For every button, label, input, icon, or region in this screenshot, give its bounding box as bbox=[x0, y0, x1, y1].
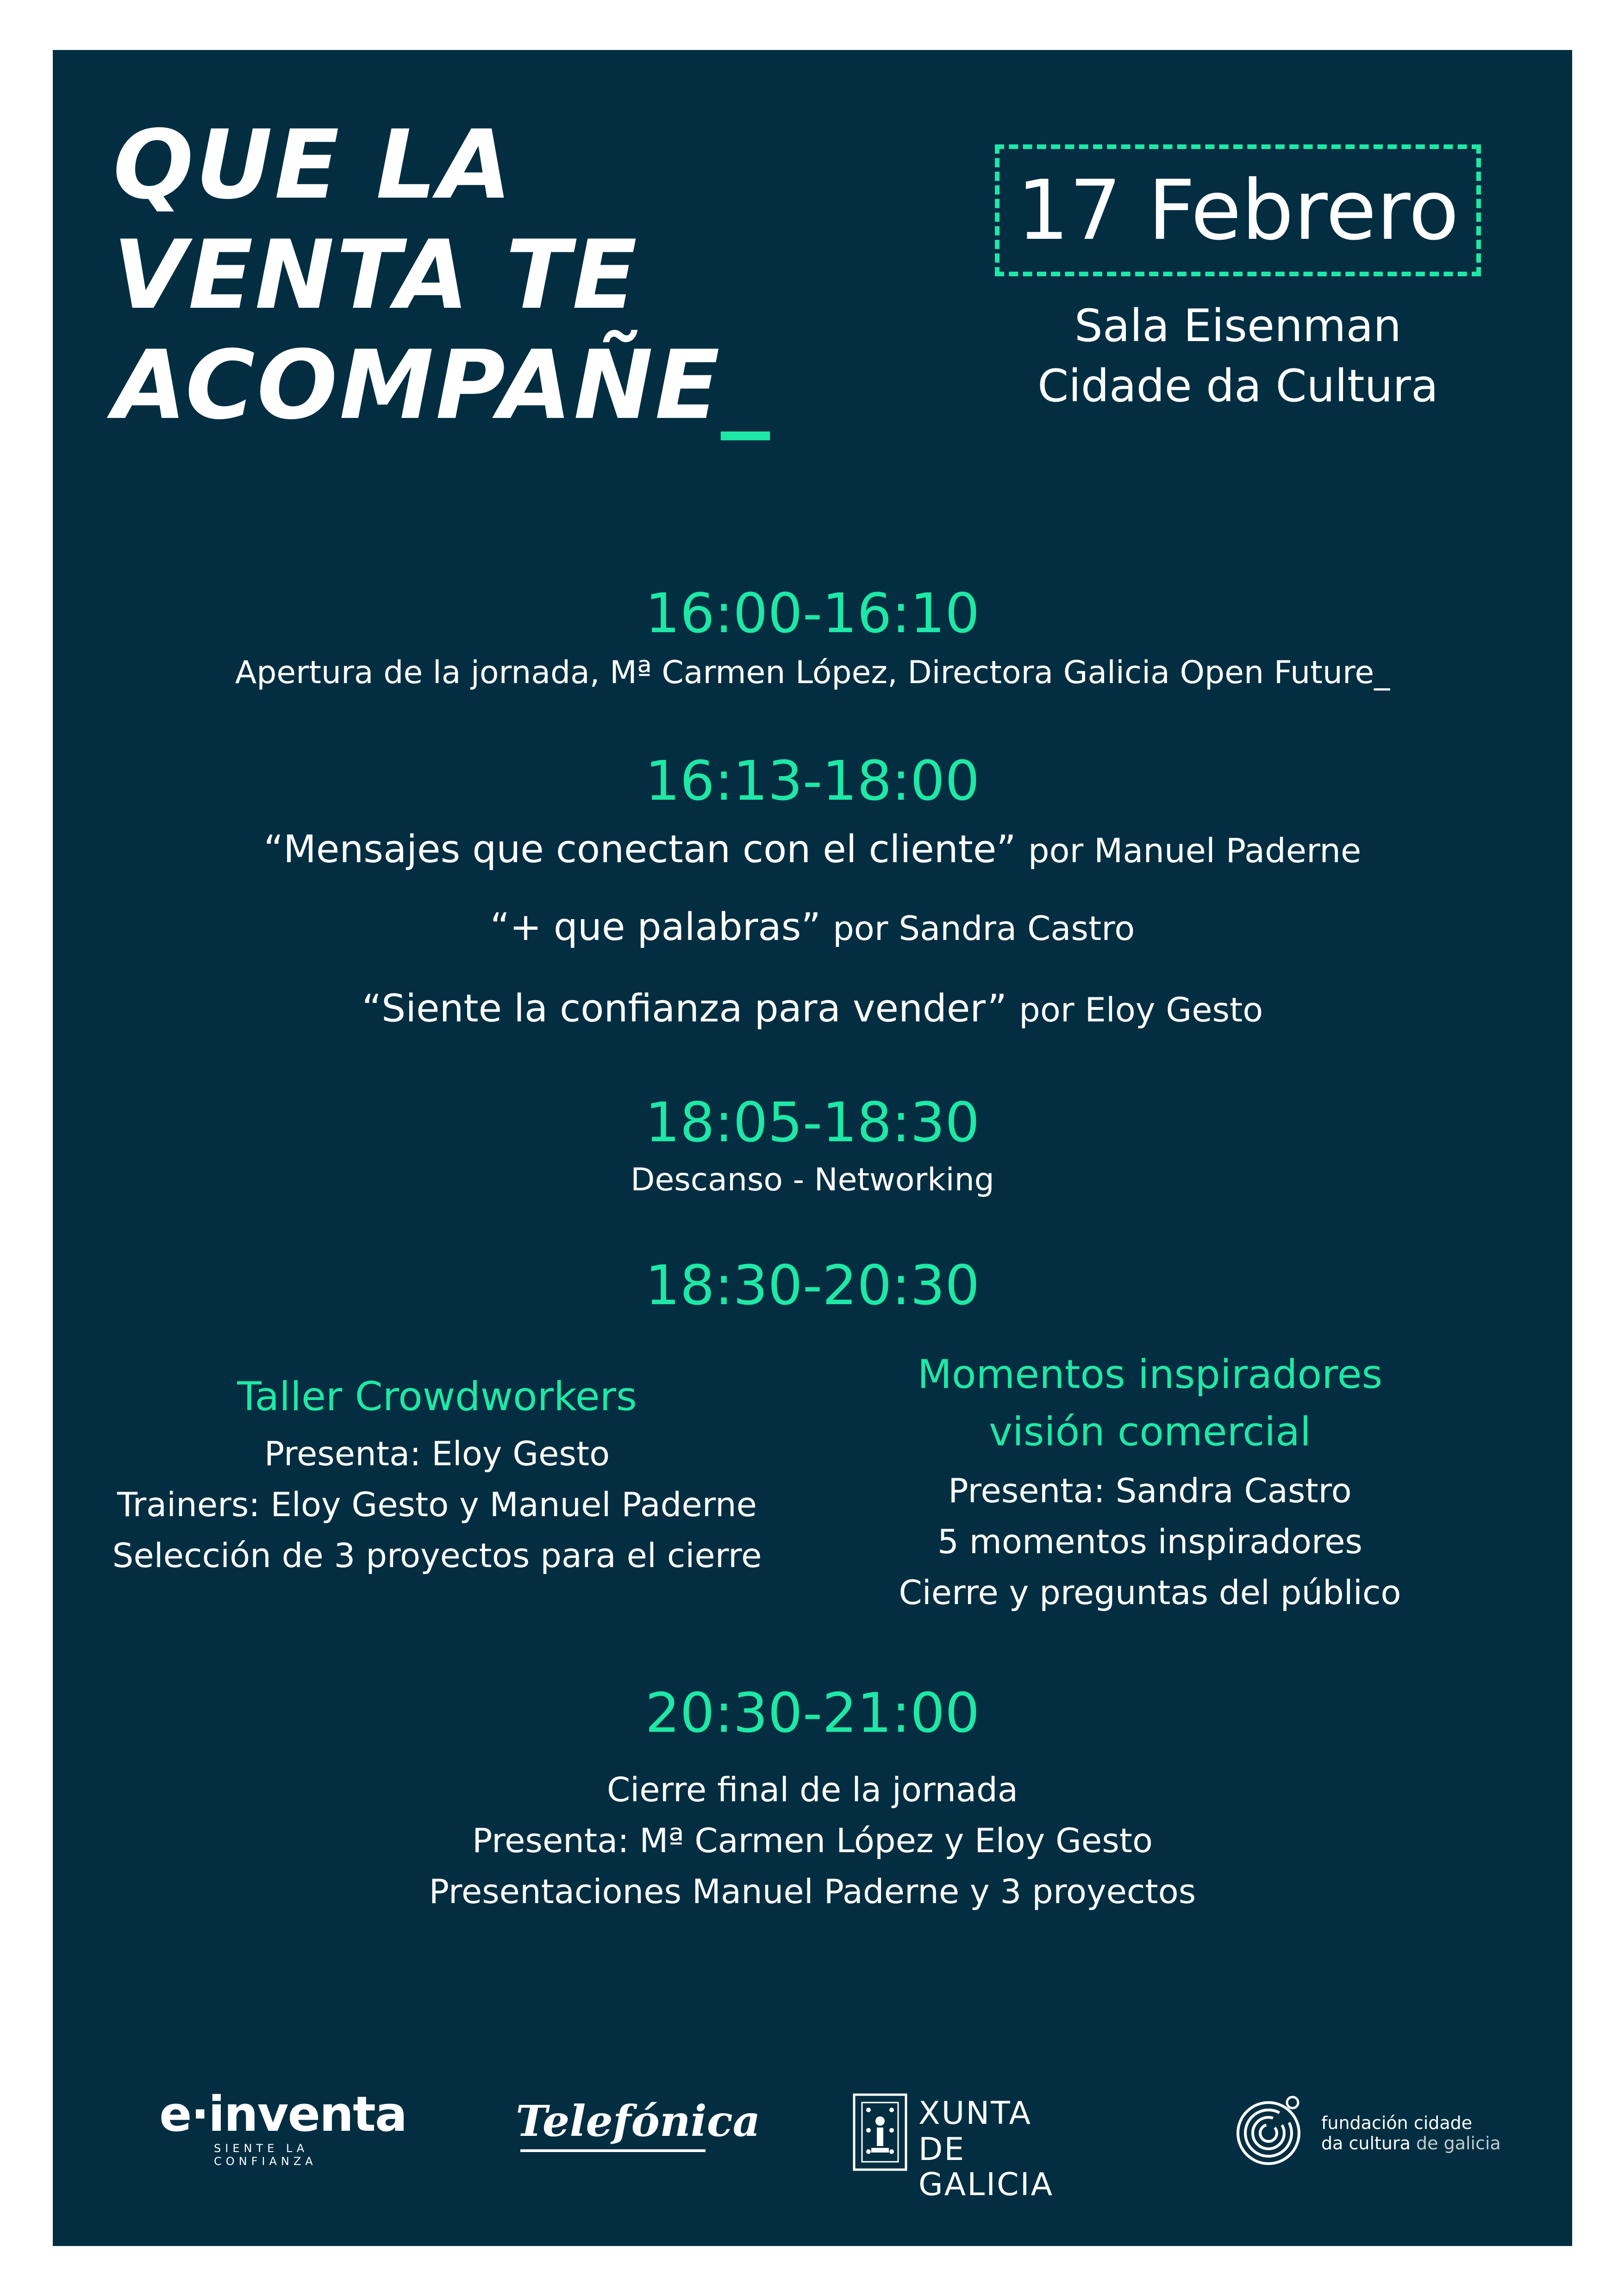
closing-line-2: Presentaciones Manuel Paderne y 3 proyectos bbox=[429, 1872, 1196, 1911]
xunta-line-2: DE GALICIA bbox=[918, 2131, 1054, 2203]
workshop-column bbox=[90, 1374, 784, 1581]
time-slot-2: 16:13-18:00 bbox=[645, 749, 980, 813]
einventa-logo bbox=[159, 2086, 406, 2168]
talk-3-title: “Siente la confianza para vender” bbox=[362, 987, 1007, 1031]
workshop-heading: Taller Crowdworkers bbox=[237, 1374, 637, 1420]
inspiration-line: Presenta: Sandra Castro bbox=[948, 1471, 1352, 1510]
fundacion-spiral-icon bbox=[1233, 2093, 1307, 2167]
telefonica-logo bbox=[516, 2096, 761, 2152]
telefonica-wordmark: Telefónica bbox=[516, 2096, 761, 2146]
event-date-box bbox=[995, 144, 1481, 276]
title-line-2: VENTA TE bbox=[113, 220, 639, 330]
inspiration-heading-line-1: Momentos inspiradores bbox=[917, 1351, 1383, 1398]
time-slot-4: 18:30-20:30 bbox=[645, 1253, 980, 1317]
closing-line-1: Presenta: Mª Carmen López y Eloy Gesto bbox=[472, 1821, 1153, 1860]
closing-title: Cierre final de la jornada bbox=[607, 1770, 1018, 1809]
talk-3 bbox=[53, 987, 1572, 1031]
talk-2 bbox=[53, 905, 1572, 949]
talk-1 bbox=[53, 828, 1572, 871]
poster-panel bbox=[53, 50, 1572, 2246]
title-cursor: _ bbox=[721, 330, 771, 441]
talk-1-speaker: por Manuel Paderne bbox=[1028, 831, 1362, 870]
title-line-3-text: ACOMPAÑE bbox=[113, 330, 722, 441]
slot-3-description: Descanso - Networking bbox=[631, 1162, 994, 1198]
einventa-wordmark: e·inventa bbox=[159, 2086, 406, 2142]
inspiration-column bbox=[803, 1346, 1497, 1618]
inspiration-line: Cierre y preguntas del público bbox=[899, 1573, 1401, 1612]
event-date: 17 Febrero bbox=[1017, 162, 1459, 258]
talk-1-title: “Mensajes que conectan con el cliente” bbox=[263, 828, 1016, 871]
fundacion-logo bbox=[1233, 2089, 1501, 2172]
telefonica-underline bbox=[520, 2149, 706, 2152]
venue-name: Sala Eisenman bbox=[1074, 300, 1402, 352]
talk-2-speaker: por Sandra Castro bbox=[833, 909, 1135, 948]
time-slot-5: 20:30-21:00 bbox=[645, 1681, 980, 1745]
xunta-line-1: XUNTA bbox=[918, 2095, 1032, 2132]
venue-location: Cidade da Cultura bbox=[1037, 360, 1438, 412]
slot-1-description: Apertura de la jornada, Mª Carmen López, Directora Galicia Open Future_ bbox=[235, 654, 1390, 691]
workshop-line: Selección de 3 proyectos para el cierre bbox=[112, 1536, 762, 1575]
talk-2-title: “+ que palabras” bbox=[490, 905, 821, 949]
xunta-logo bbox=[853, 2093, 1112, 2203]
time-slot-3: 18:05-18:30 bbox=[645, 1090, 980, 1154]
workshop-line: Trainers: Eloy Gesto y Manuel Paderne bbox=[117, 1485, 757, 1524]
inspiration-line: 5 momentos inspiradores bbox=[937, 1522, 1362, 1561]
xunta-shield-icon bbox=[853, 2093, 907, 2171]
workshop-line: Presenta: Eloy Gesto bbox=[264, 1434, 610, 1473]
fundacion-line-2-main: da cultura bbox=[1321, 2133, 1411, 2153]
time-slot-1: 16:00-16:10 bbox=[645, 581, 980, 645]
title-line-3 bbox=[113, 330, 771, 441]
inspiration-heading-line-2: visión comercial bbox=[989, 1409, 1311, 1455]
fundacion-line-2 bbox=[1321, 2133, 1501, 2153]
fundacion-line-1: fundación cidade bbox=[1321, 2113, 1473, 2133]
einventa-tagline: SIENTE LA CONFIANZA bbox=[214, 2142, 317, 2168]
talk-3-speaker: por Eloy Gesto bbox=[1019, 990, 1263, 1029]
title-line-1: QUE LA bbox=[113, 110, 514, 220]
event-title bbox=[113, 110, 771, 441]
fundacion-line-2-rest: de galicia bbox=[1410, 2133, 1501, 2153]
